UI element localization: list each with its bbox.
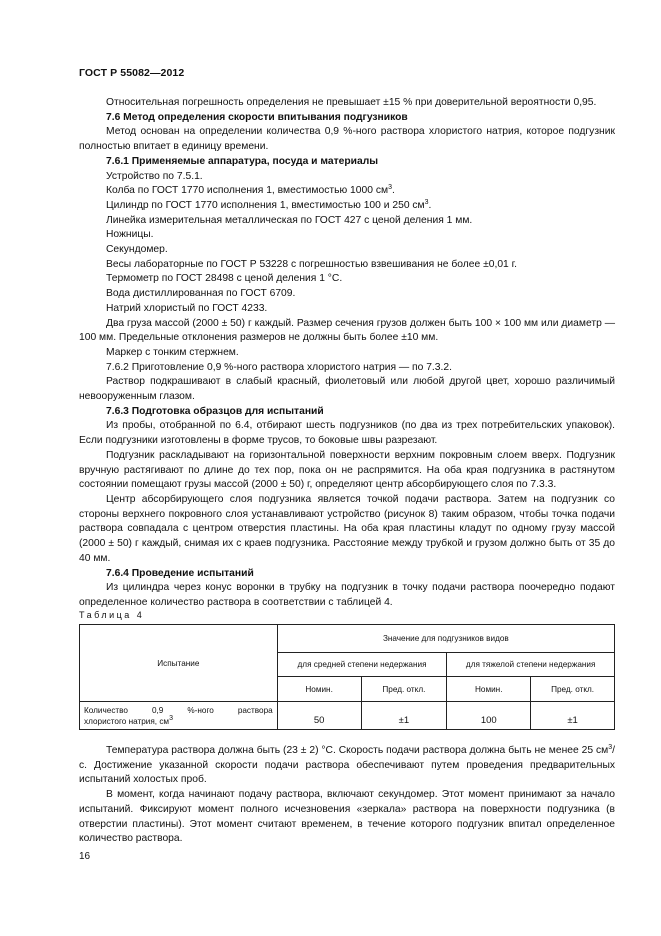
paragraph-timing: В момент, когда начинают подачу раствора, включают секундомер. Этот момент принимают за начало испытаний. Фиксируют момент полного исчезновения «зеркала» раствора на поверхности подгузника (в отверстии пластины). Этот момент считают временем, в течение которого подгузник впитал определенное количество раствора. xyxy=(79,789,615,845)
equipment-item: Колба по ГОСТ 1770 исполнения 1, вместимостью 1000 $см^3$. xyxy=(106,184,395,197)
table-row xyxy=(80,702,615,730)
table-cell-value: ±1 xyxy=(531,702,615,730)
page-number: 16 xyxy=(79,851,91,862)
paragraph-weights: Два груза массой (2000 ± 50) г каждый. Размер сечения грузов должен быть 100 × 100 мм или диаметр — 100 мм. Предельные отклонения размеров не должны быть более ±10 мм. xyxy=(79,317,615,344)
table-cell-value: 50 xyxy=(277,702,361,730)
main-text xyxy=(79,96,615,611)
table-cell-value: 100 xyxy=(447,702,531,730)
paragraph-error: Относительная погрешность определения не превышает ±15 % при доверительной вероятности 0,95. xyxy=(106,97,597,108)
table-header-nominal: Номин. xyxy=(447,677,531,702)
section-heading-7-6-4: 7.6.4 Проведение испытаний xyxy=(106,567,254,579)
equipment-item: Устройство по 7.5.1. xyxy=(106,170,203,182)
section-heading-7-6-1: 7.6.1 Применяемые аппаратура, посуда и материалы xyxy=(106,155,379,167)
paragraph-color: Раствор подкрашивают в слабый красный, фиолетовый или любой другой цвет, хорошо различимый невооруженным глазом. xyxy=(79,376,615,403)
equipment-item: Вода дистиллированная по ГОСТ 6709. xyxy=(106,288,296,300)
table-header-deviation: Пред. откл. xyxy=(361,677,447,702)
equipment-item: Линейка измерительная металлическая по ГОСТ 427 с ценой деления 1 мм. xyxy=(106,214,473,226)
table-cell-test-name: Количество 0,9 %-ного раствора хлористого натрия, $см^3$ xyxy=(80,702,278,730)
equipment-item: Термометр по ГОСТ 28498 с ценой деления 1 °С. xyxy=(106,273,343,285)
table-header-nominal: Номин. xyxy=(277,677,361,702)
standard-code-header: ГОСТ Р 55082—2012 xyxy=(79,67,185,79)
equipment-item: Весы лабораторные по ГОСТ Р 53228 с погрешностью взвешивания не более ±0,01 г. xyxy=(106,258,517,270)
table-header-value: Значение для подгузников видов xyxy=(277,625,614,653)
paragraph-samples: Из пробы, отобранной по 6.4, отбирают шесть подгузников (по два из трех потребительских упаковок). Если подгузники изготовлены в форме трусов, то боковые швы разрезают. xyxy=(79,420,615,447)
table-header-test: Испытание xyxy=(80,625,278,702)
table-header-group-heavy: для тяжелой степени недержания xyxy=(447,653,615,677)
paragraph-procedure: Из цилиндра через конус воронки в трубку на подгузник в точку подачи раствора поочередно подают определенное количество раствора в соответствии с таблицей 4. xyxy=(79,582,615,608)
equipment-item: Цилиндр по ГОСТ 1770 исполнения 1, вместимостью 100 и 250 $см^3$. xyxy=(106,198,432,211)
section-heading-7-6: 7.6 Метод определения скорости впитывания подгузников xyxy=(106,111,408,123)
equipment-item: Секундомер. xyxy=(106,244,168,256)
equipment-item: Ножницы. xyxy=(106,229,154,241)
paragraph-layout: Подгузник раскладывают на горизонтальной поверхности верхним покровным слоем вверх. Подгузник вручную растягивают по длине до тех пор, пока он не распрямится. На оба края подгузника в растянутом состоянии помещают грузы массой (2000 ± 50) г, определяют центр абсорбирующего слоя по 7.3.3. xyxy=(79,449,615,491)
paragraph-method: Метод основан на определении количества 0,9 %-ного раствора хлористого натрия, которое подгузник полностью впитает в единицу времени. xyxy=(79,126,615,153)
equipment-item: Натрий хлористый по ГОСТ 4233. xyxy=(106,302,268,314)
paragraph-7-6-2: 7.6.2 Приготовление 0,9 %-ного раствора хлористого натрия — по 7.3.2. xyxy=(106,361,452,373)
text-after-table xyxy=(79,744,615,847)
table-header-deviation: Пред. откл. xyxy=(531,677,615,702)
table-cell-value: ±1 xyxy=(361,702,447,730)
paragraph-temperature: Температура раствора должна быть (23 ± 2) °С. Скорость подачи раствора должна быть не менее 25 $см^3/с$. Достижение указанной скорости подачи раствора обеспечивают путем проведения предварительных испытаний холостых проб. xyxy=(79,744,615,786)
equipment-item: Маркер с тонким стержнем. xyxy=(106,346,239,358)
paragraph-center: Центр абсорбирующего слоя подгузника является точкой подачи раствора. Затем на подгузник со стороны верхнего покровного слоя устанавливают устройство (рисунок 8) таким образом, чтобы точка подачи раствора совпадала с центром отверстия пластины. На оба края пластины кладут по одному грузу массой (2000 ± 50) г каждый, снимая их с краев подгузника. Расстояние между трубкой и грузом должно быть от 35 до 40 мм. xyxy=(79,493,615,564)
table-caption: Таблица 4 xyxy=(79,610,145,620)
table-4 xyxy=(79,624,615,730)
section-heading-7-6-3: 7.6.3 Подготовка образцов для испытаний xyxy=(106,405,324,417)
table-header-group-medium: для средней степени недержания xyxy=(277,653,447,677)
